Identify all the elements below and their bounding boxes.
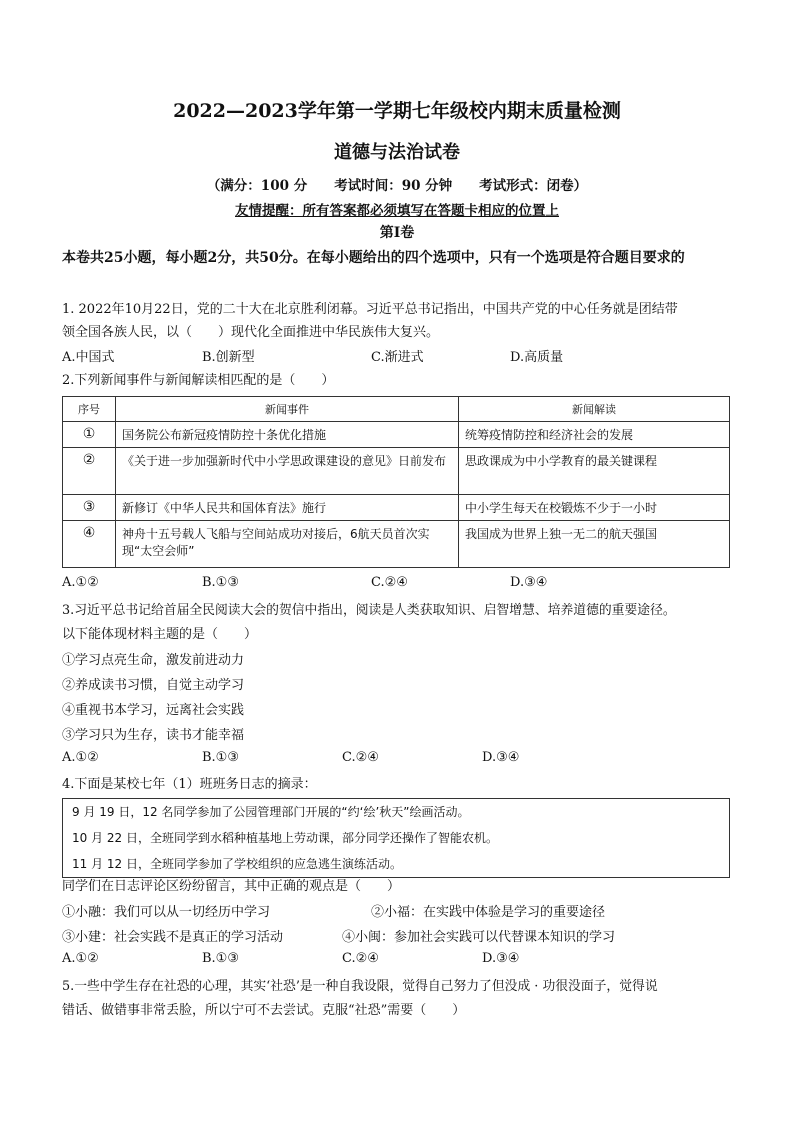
q1-stem-line2: 领全国各族人民，以（ ）现代化全面推进中华民族伟大复兴。 [62, 325, 440, 340]
q4-view: ④小闽：参加社会实践可以代替课本知识的学习 [342, 930, 616, 945]
log-entry: 11 月 12 日，全班同学参加了学校组织的应急逃生演练活动。 [72, 857, 402, 871]
q1-option-b: B.创新型 [202, 350, 255, 365]
q4-views-row1 [62, 901, 722, 923]
reminder-text: 友情提醒：所有答案都必须填写在答题卡相应的位置上 [235, 203, 559, 219]
q4-views-row2 [62, 926, 722, 948]
col-header-event: 新闻事件 [116, 397, 459, 422]
q1-option-d: D.高质量 [510, 350, 564, 365]
q4-question: 同学们在日志评论区纷纷留言，其中正确的观点是（ ） [62, 879, 401, 894]
q2-option-a: A.①② [62, 575, 99, 590]
table-row [63, 495, 730, 521]
row-event: 神舟十五号载人飞船与空间站成功对接后，6航天员首次实现“太空会师” [116, 521, 459, 568]
reminder [0, 199, 794, 219]
exam-title: 2022—2023学年第一学期七年级校内期末质量检测 [173, 100, 621, 122]
q4-option-c: C.②④ [342, 951, 379, 966]
q3-stem-line1: 3.习近平总书记给首届全民阅读大会的贺信中指出，阅读是人类获取知识、启智增慧、培养道德的重要途径。 [62, 603, 676, 618]
row-event: 国务院公布新冠疫情防控十条优化措施 [116, 422, 459, 448]
row-interp: 我国成为世界上独一无二的航天强国 [459, 521, 730, 568]
q3-stem-line2: 以下能体现材料主题的是（ ） [62, 627, 258, 642]
q4-view: ③小建：社会实践不是真正的学习活动 [62, 930, 284, 945]
class-log-box [62, 798, 730, 878]
q5-stem-line2: 错话、做错事非常丢脸，所以宁可不去尝试。克服“社恐”需要（ ） [62, 1003, 466, 1018]
q3-statement: ③学习只为生存，读书才能幸福 [62, 728, 245, 743]
col-header-num: 序号 [63, 397, 116, 422]
q4-view: ①小融：我们可以从一切经历中学习 [62, 905, 271, 920]
table-header-row [63, 397, 730, 422]
row-num: ③ [63, 495, 116, 521]
col-header-interp: 新闻解读 [459, 397, 730, 422]
news-table [62, 396, 730, 568]
q4-stem: 4.下面是某校七年（1）班班务日志的摘录： [62, 777, 317, 792]
table-row [63, 521, 730, 568]
q2-options [62, 575, 662, 597]
q3-options [62, 750, 662, 772]
q2-stem: 2.下列新闻事件与新闻解读相匹配的是（ ） [62, 373, 335, 388]
q4-options [62, 951, 662, 973]
q3-statement: ①学习点亮生命，激发前进动力 [62, 653, 245, 668]
row-interp: 中小学生每天在校锻炼不少于一小时 [459, 495, 730, 521]
q1-options [62, 346, 662, 368]
row-num: ④ [63, 521, 116, 568]
table-row [63, 422, 730, 448]
q3-option-b: B.①③ [202, 750, 239, 765]
log-entry: 9 月 19 日，12 名同学参加了公园管理部门开展的“约‘绘’秋天”绘画活动。 [72, 805, 470, 819]
section-instructions: 本卷共25小题，每小题2分，共50分。在每小题给出的四个选项中，只有一个选项是符合题目要求的 [62, 250, 685, 266]
log-entry: 10 月 22 日，全班同学到水稻种植基地上劳动课，部分同学还操作了智能农机。 [72, 831, 498, 845]
table-row [63, 448, 730, 495]
row-event: 新修订《中华人民共和国体育法》施行 [116, 495, 459, 521]
row-interp: 思政课成为中小学教育的最关键课程 [459, 448, 730, 495]
q4-option-a: A.①② [62, 951, 99, 966]
row-num: ② [63, 448, 116, 495]
q4-view: ②小福：在实践中体验是学习的重要途径 [371, 905, 606, 920]
subject-title: 道德与法治试卷 [334, 142, 460, 163]
part-heading: 第Ⅰ卷 [379, 225, 415, 241]
row-num: ① [63, 422, 116, 448]
q2-option-c: C.②④ [371, 575, 408, 590]
row-event: 《关于进一步加强新时代中小学思政课建设的意见》日前发布 [116, 448, 459, 495]
row-interp: 统筹疫情防控和经济社会的发展 [459, 422, 730, 448]
q3-option-a: A.①② [62, 750, 99, 765]
q1-stem-line1: 1. 2022年10月22日，党的二十大在北京胜利闭幕。习近平总书记指出，中国共产党的中心任务就是团结带 [62, 302, 678, 317]
q3-option-d: D.③④ [482, 750, 520, 765]
q1-option-a: A.中国式 [62, 350, 115, 365]
q3-statement: ④重视书本学习，远离社会实践 [62, 703, 245, 718]
q4-option-b: B.①③ [202, 951, 239, 966]
q2-option-b: B.①③ [202, 575, 239, 590]
q1-option-c: C.渐进式 [371, 350, 424, 365]
q3-statement: ②养成读书习惯，自觉主动学习 [62, 678, 245, 693]
q3-option-c: C.②④ [342, 750, 379, 765]
q4-option-d: D.③④ [482, 951, 520, 966]
exam-info: （满分：100 分 考试时间：90 分钟 考试形式：闭卷） [206, 178, 588, 194]
q5-stem-line1: 5.一些中学生存在社恐的心理，其实‘社恐’是一种自我设限，觉得自己努力了但没成 · 功很没面子，觉得说 [62, 979, 658, 994]
q2-option-d: D.③④ [510, 575, 548, 590]
